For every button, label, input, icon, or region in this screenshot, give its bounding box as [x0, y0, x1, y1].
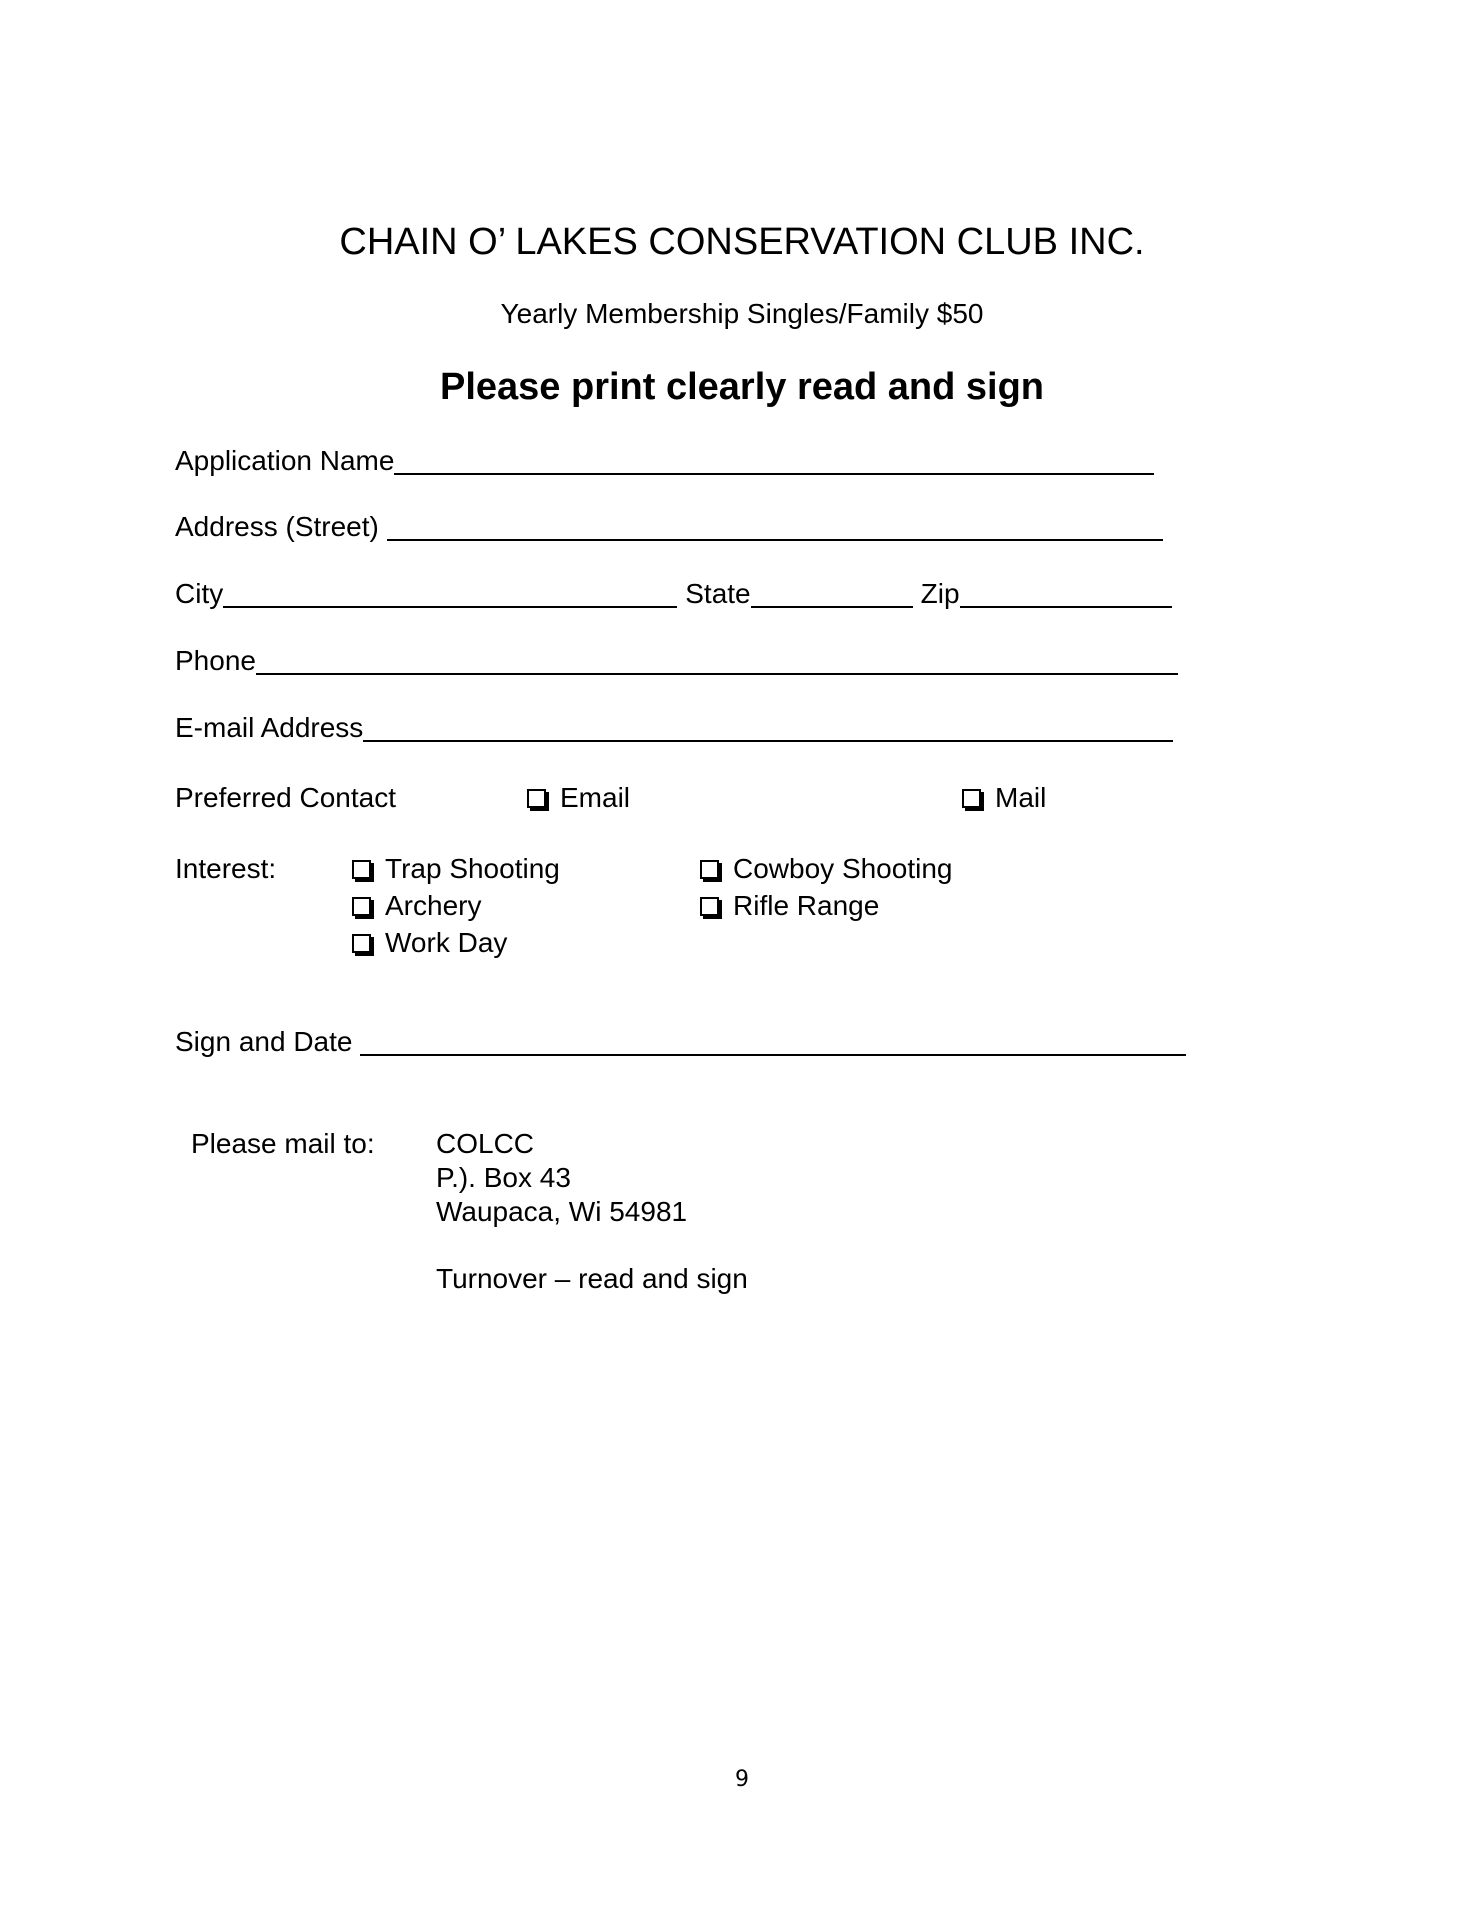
signature-field[interactable] [360, 1024, 1186, 1056]
city-field[interactable] [223, 576, 677, 608]
address-line: COLCC [436, 1128, 535, 1159]
sign-date-label: Sign and Date [175, 1026, 353, 1057]
page-title: CHAIN O’ LAKES CONSERVATION CLUB INC. [339, 221, 1145, 263]
preferred-contact-label: Preferred Contact [175, 782, 396, 813]
email-label: E-mail Address [175, 712, 364, 743]
interest-option-rifle-range[interactable] [700, 888, 879, 924]
application-name-field[interactable] [394, 443, 1154, 475]
address-line: Waupaca, Wi 54981 [436, 1196, 688, 1227]
mailing-address [436, 1127, 687, 1229]
checkbox-icon[interactable] [700, 897, 719, 916]
instruction-heading: Please print clearly read and sign [439, 366, 1045, 408]
checkbox-icon[interactable] [352, 897, 371, 916]
contact-option-email-label: Email [560, 782, 631, 813]
interest-option-work-day[interactable] [352, 925, 507, 961]
interest-label: Interest: [175, 853, 277, 884]
checkbox-icon[interactable] [527, 789, 546, 808]
checkbox-icon[interactable] [700, 860, 719, 879]
interest-option-label: Work Day [385, 927, 508, 958]
address-line: P.). Box 43 [436, 1162, 571, 1193]
interest-option-label: Cowboy Shooting [733, 853, 953, 884]
address-field[interactable] [387, 509, 1163, 541]
page-number: 9 [735, 1767, 749, 1792]
interest-option-label: Trap Shooting [385, 853, 560, 884]
phone-field[interactable] [256, 643, 1178, 675]
contact-option-mail[interactable] [962, 780, 1046, 816]
membership-fee-subtitle: Yearly Membership Singles/Family $50 [500, 298, 984, 329]
phone-row [175, 643, 1178, 679]
application-name-row [175, 443, 1154, 479]
interest-option-cowboy-shooting[interactable] [700, 851, 952, 887]
city-label: City [175, 578, 224, 609]
interest-option-label: Archery [385, 890, 482, 921]
contact-option-email[interactable] [527, 780, 630, 816]
mail-to-label: Please mail to: [191, 1128, 375, 1159]
turnover-note: Turnover – read and sign [436, 1263, 748, 1294]
interest-option-archery[interactable] [352, 888, 481, 924]
phone-label: Phone [175, 645, 256, 676]
email-field[interactable] [363, 710, 1173, 742]
zip-label: Zip [920, 578, 960, 609]
address-row [175, 509, 1163, 545]
checkbox-icon[interactable] [352, 934, 371, 953]
interest-option-label: Rifle Range [733, 890, 880, 921]
checkbox-icon[interactable] [962, 789, 981, 808]
application-name-label: Application Name [175, 445, 395, 476]
checkbox-icon[interactable] [352, 860, 371, 879]
zip-field[interactable] [960, 576, 1172, 608]
state-field[interactable] [751, 576, 913, 608]
address-label: Address (Street) [175, 511, 379, 542]
contact-option-mail-label: Mail [995, 782, 1047, 813]
city-state-zip-row [175, 576, 1172, 612]
sign-date-row [175, 1024, 1186, 1060]
email-row [175, 710, 1173, 746]
state-label: State [685, 578, 751, 609]
interest-option-trap-shooting[interactable] [352, 851, 560, 887]
